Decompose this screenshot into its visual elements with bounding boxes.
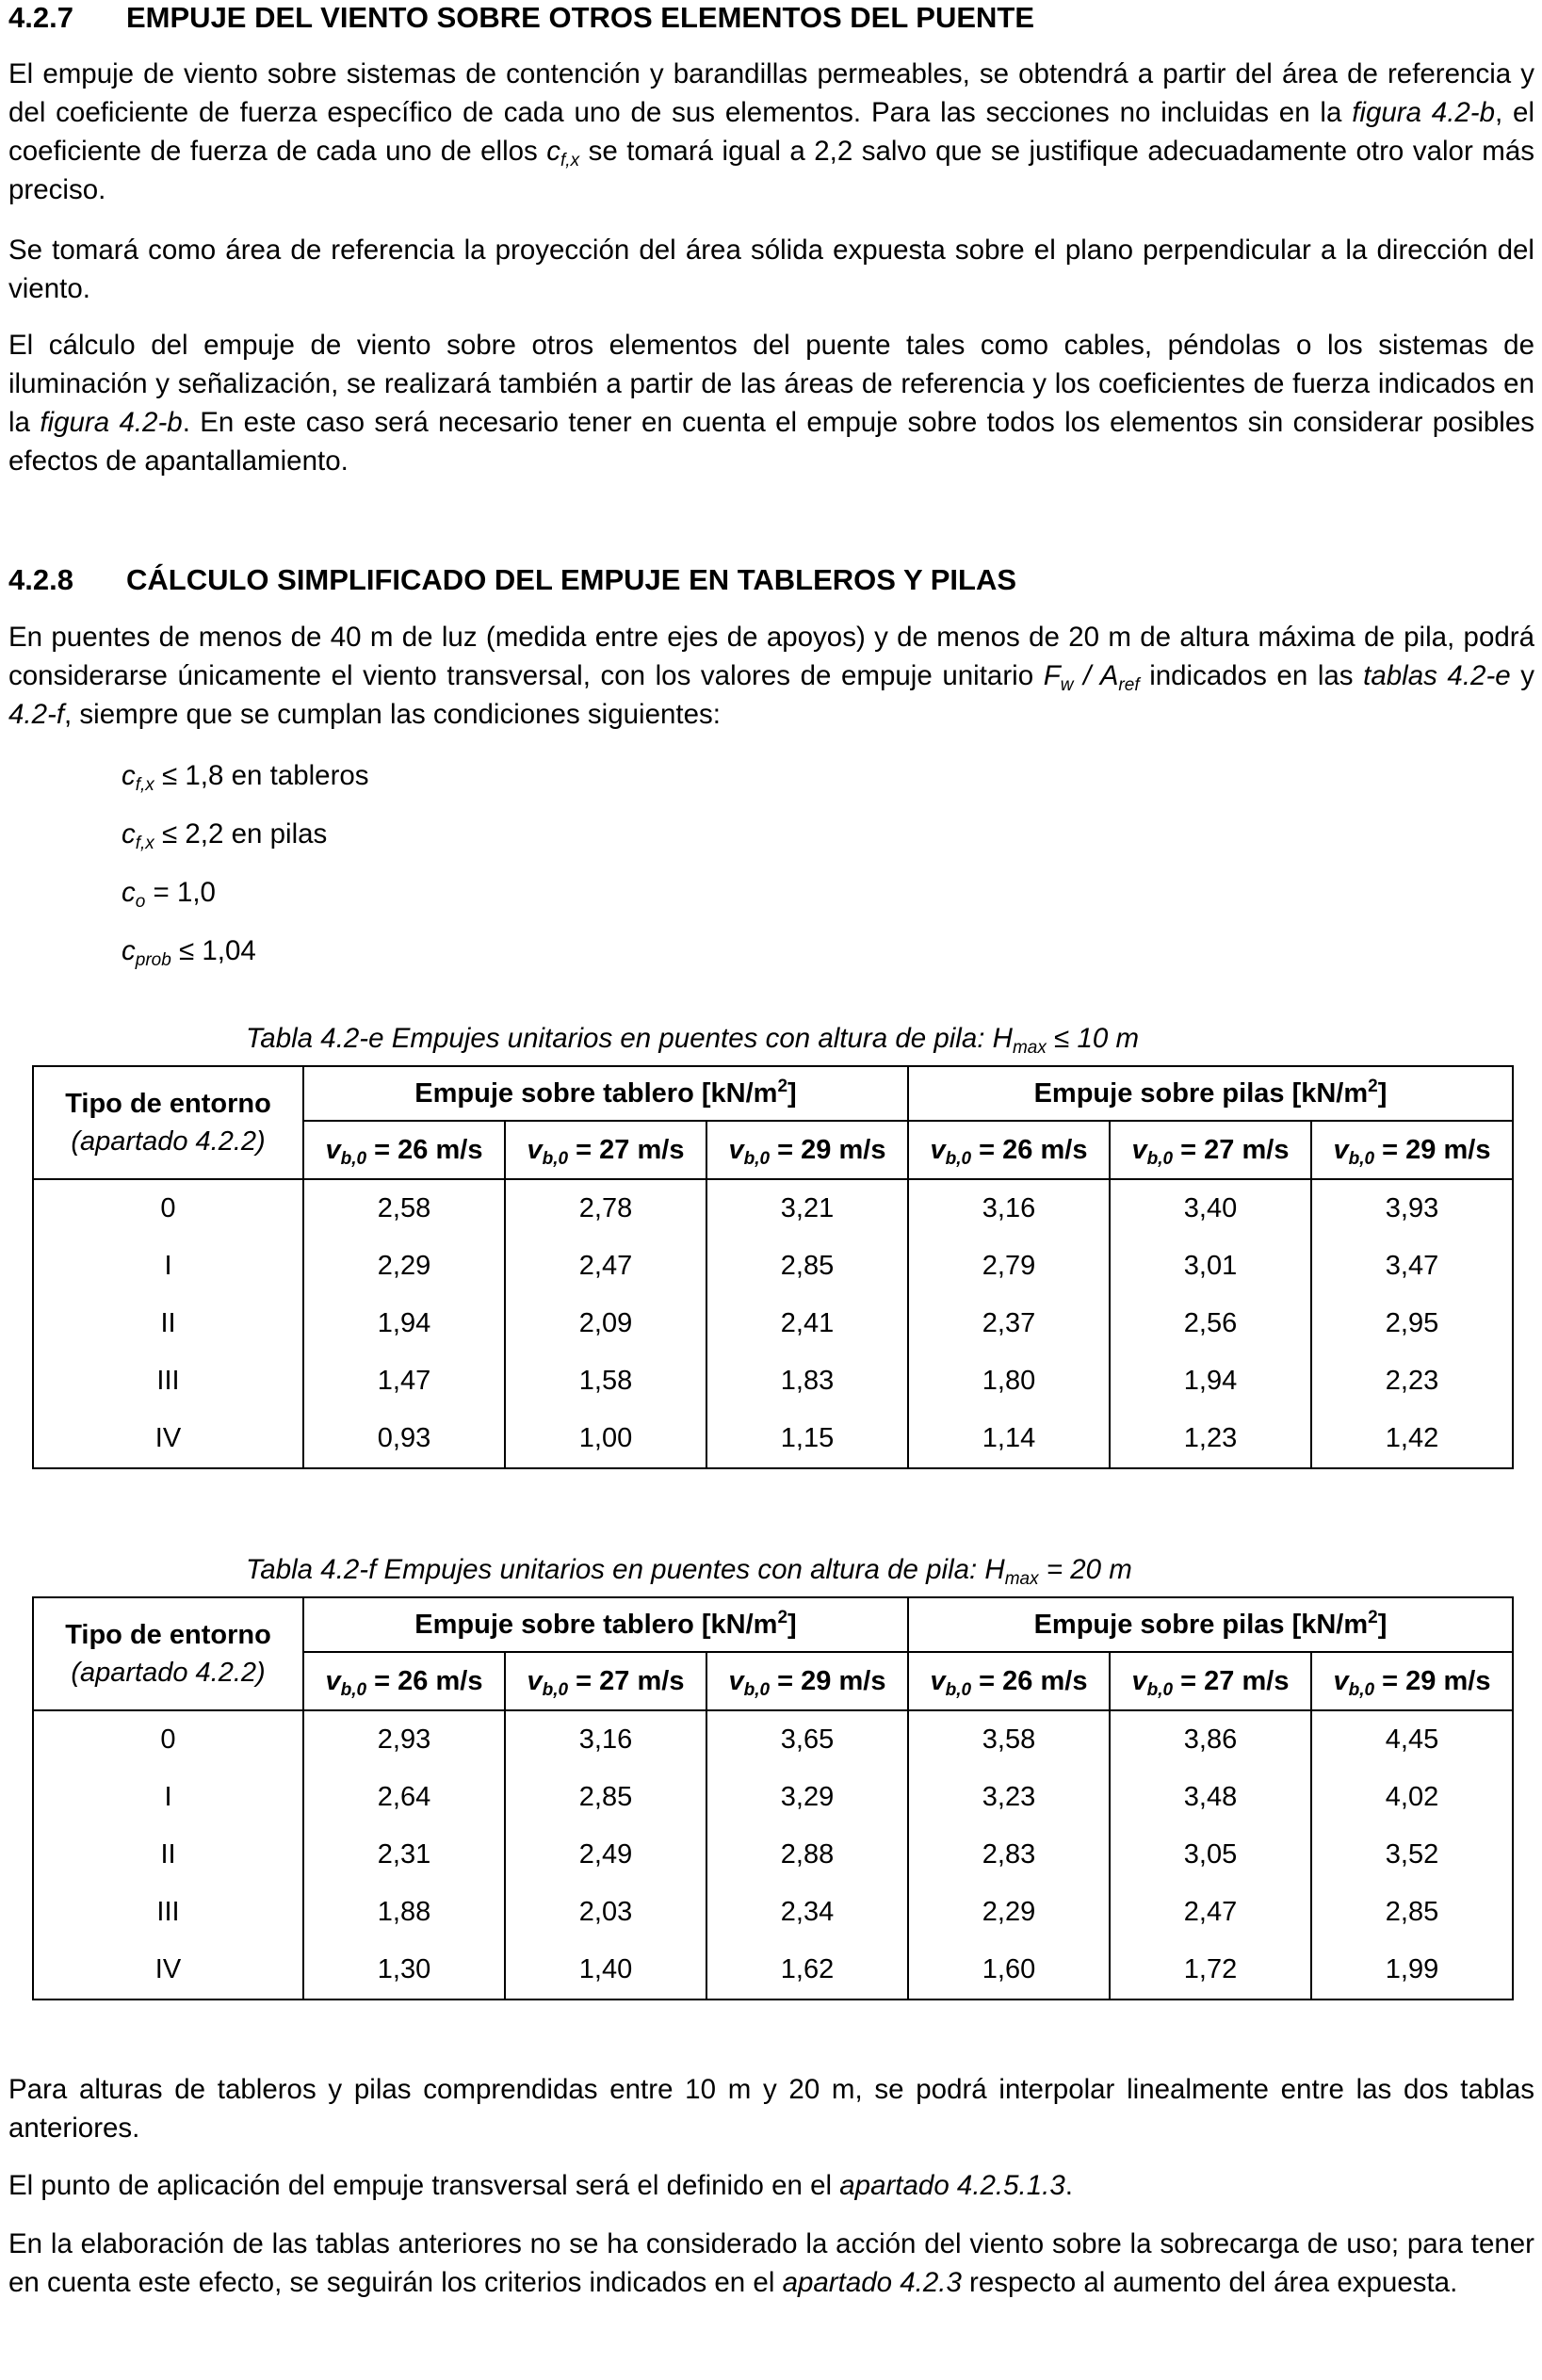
symbol: v <box>1333 1665 1349 1696</box>
value-cell: 2,85 <box>1311 1884 1513 1941</box>
condition-text: = 1,0 <box>145 877 216 908</box>
environment-cell: I <box>33 1769 303 1826</box>
table-4-2-f <box>32 1596 1514 2000</box>
header-text: Empuje sobre pilas [kN/m <box>1033 1609 1369 1640</box>
header-superscript: 2 <box>1368 1607 1378 1627</box>
symbol: F <box>1043 660 1061 691</box>
symbol-subscript: b,0 <box>340 1679 367 1700</box>
value-cell: 1,40 <box>505 1941 706 2000</box>
environment-cell: III <box>33 1352 303 1410</box>
value-cell: 1,60 <box>908 1941 1110 2000</box>
value-cell: 2,03 <box>505 1884 706 1941</box>
value-cell: 1,88 <box>303 1884 505 1941</box>
text-run: indicados en las <box>1139 660 1364 691</box>
text-run: , el coeficiente de fuerza de cada uno de ellos <box>8 97 1534 167</box>
speed-value: = 27 m/s <box>1173 1665 1290 1696</box>
paragraph-428-1 <box>8 618 1534 734</box>
value-cell: 0,93 <box>303 1410 505 1468</box>
condition-item <box>122 875 216 911</box>
header-subtext: (apartado 4.2.2) <box>71 1126 266 1157</box>
column-header-speed <box>505 1652 706 1710</box>
value-cell: 2,49 <box>505 1826 706 1884</box>
caption-text: Tabla 4.2-f Empujes unitarios en puentes con altura de pila: H <box>246 1554 1005 1585</box>
environment-cell: IV <box>33 1410 303 1468</box>
paragraph-427-2: Se tomará como área de referencia la proyección del área sólida expuesta sobre el plano perpendicular a la dirección del viento. <box>8 235 1534 304</box>
value-cell: 3,05 <box>1110 1826 1311 1884</box>
symbol-subscript: b,0 <box>945 1148 972 1169</box>
speed-value: = 26 m/s <box>971 1665 1088 1696</box>
speed-value: = 26 m/s <box>366 1665 483 1696</box>
value-cell: 3,16 <box>505 1710 706 1769</box>
symbol-subscript: b,0 <box>945 1679 972 1700</box>
header-text: Tipo de entorno <box>65 1620 271 1650</box>
table-caption <box>8 1552 1542 1588</box>
table-reference: 4.2-f <box>8 699 65 730</box>
text-run: El empuje de viento sobre sistemas de contención y barandillas permeables, se obtendrá a partir del área de referencia y del coeficiente de fuerza específico de cada uno de sus elementos. Para las secciones no incluidas en la <box>8 58 1534 128</box>
value-cell: 1,58 <box>505 1352 706 1410</box>
symbol-subscript: f,x <box>560 151 580 170</box>
symbol: v <box>527 1134 543 1165</box>
value-cell: 4,02 <box>1311 1769 1513 1826</box>
text-run: El punto de aplicación del empuje transversal será el definido en el <box>8 2170 840 2201</box>
value-cell: 1,00 <box>505 1410 706 1468</box>
column-header-speed <box>505 1121 706 1179</box>
header-text: Empuje sobre tablero [kN/m <box>414 1077 778 1109</box>
value-cell: 2,23 <box>1311 1352 1513 1410</box>
value-cell: 1,42 <box>1311 1410 1513 1468</box>
speed-value: = 29 m/s <box>1374 1134 1491 1165</box>
paragraph-after-1: Para alturas de tableros y pilas comprendidas entre 10 m y 20 m, se podrá interpolar linealmente entre las dos tablas anteriores. <box>8 2074 1534 2144</box>
table-caption <box>8 1021 1542 1057</box>
column-header-pile <box>908 1066 1513 1121</box>
column-header-speed <box>1311 1652 1513 1710</box>
value-cell: 2,95 <box>1311 1295 1513 1352</box>
environment-cell: 0 <box>33 1179 303 1238</box>
value-cell: 2,29 <box>303 1238 505 1295</box>
caption-text: Tabla 4.2-e Empujes unitarios en puentes con altura de pila: H <box>246 1023 1013 1054</box>
header-text: ] <box>787 1077 797 1109</box>
value-cell: 2,37 <box>908 1295 1110 1352</box>
value-cell: 2,93 <box>303 1710 505 1769</box>
caption-text: = 20 m <box>1038 1554 1132 1585</box>
paragraph-427-1 <box>8 55 1534 209</box>
symbol: v <box>527 1665 543 1696</box>
value-cell: 1,14 <box>908 1410 1110 1468</box>
section-number: 4.2.8 <box>8 563 73 596</box>
symbol: v <box>728 1665 744 1696</box>
figure-reference: figura 4.2-b <box>40 407 183 438</box>
speed-value: = 27 m/s <box>568 1134 685 1165</box>
symbol: v <box>728 1134 744 1165</box>
section-reference: apartado 4.2.3 <box>782 2267 962 2298</box>
symbol-subscript: b,0 <box>1146 1148 1174 1169</box>
value-cell: 2,58 <box>303 1179 505 1238</box>
header-superscript: 2 <box>777 1076 788 1096</box>
table-row <box>33 1710 1513 1769</box>
header-text: Tipo de entorno <box>65 1089 271 1119</box>
column-header-speed <box>1311 1121 1513 1179</box>
condition-item <box>122 758 369 794</box>
value-cell: 2,34 <box>706 1884 908 1941</box>
value-cell: 2,29 <box>908 1884 1110 1941</box>
value-cell: 2,64 <box>303 1769 505 1826</box>
symbol-subscript: b,0 <box>340 1148 367 1169</box>
column-header-pile <box>908 1597 1513 1652</box>
value-cell: 3,86 <box>1110 1710 1311 1769</box>
text-run: se tomará igual a 2,2 salvo que se justifique adecuadamente otro valor más preciso. <box>8 136 1534 205</box>
table-body <box>33 1710 1513 2000</box>
symbol-subscript: prob <box>135 950 171 970</box>
symbol: / A <box>1073 660 1119 691</box>
value-cell: 2,85 <box>706 1238 908 1295</box>
value-cell: 4,45 <box>1311 1710 1513 1769</box>
speed-value: = 29 m/s <box>770 1134 886 1165</box>
value-cell: 1,99 <box>1311 1941 1513 2000</box>
table-row <box>33 1941 1513 2000</box>
table-4-2-e <box>32 1065 1514 1469</box>
environment-cell: II <box>33 1295 303 1352</box>
column-header-speed <box>706 1121 908 1179</box>
environment-cell: I <box>33 1238 303 1295</box>
header-superscript: 2 <box>777 1607 788 1627</box>
environment-cell: 0 <box>33 1710 303 1769</box>
table-row <box>33 1179 1513 1238</box>
table-row <box>33 1884 1513 1941</box>
text-run: y <box>1510 660 1535 691</box>
symbol: v <box>1131 1134 1147 1165</box>
column-header-speed <box>303 1121 505 1179</box>
value-cell: 1,94 <box>303 1295 505 1352</box>
symbol-subscript: b,0 <box>1348 1148 1375 1169</box>
column-header-environment <box>33 1066 303 1179</box>
symbol: v <box>930 1665 946 1696</box>
symbol-subscript: b,0 <box>542 1679 569 1700</box>
table-body <box>33 1179 1513 1468</box>
symbol: c <box>122 935 136 966</box>
paragraph-after-2 <box>8 2166 1534 2205</box>
table-row <box>33 1826 1513 1884</box>
value-cell: 1,83 <box>706 1352 908 1410</box>
text-run: respecto al aumento del área expuesta. <box>961 2267 1458 2298</box>
symbol: v <box>930 1134 946 1165</box>
table-row <box>33 1410 1513 1468</box>
environment-cell: III <box>33 1884 303 1941</box>
column-header-speed <box>908 1121 1110 1179</box>
column-header-deck <box>303 1066 908 1121</box>
symbol: c <box>122 760 136 791</box>
value-cell: 3,16 <box>908 1179 1110 1238</box>
speed-value: = 29 m/s <box>1374 1665 1491 1696</box>
value-cell: 2,85 <box>505 1769 706 1826</box>
condition-item <box>122 817 327 852</box>
symbol-subscript: b,0 <box>1348 1679 1375 1700</box>
column-header-deck <box>303 1597 908 1652</box>
value-cell: 3,23 <box>908 1769 1110 1826</box>
symbol: v <box>1131 1665 1147 1696</box>
speed-value: = 26 m/s <box>366 1134 483 1165</box>
condition-text: ≤ 1,8 en tableros <box>154 760 369 791</box>
text-run: . En este caso será necesario tener en cuenta el empuje sobre todos los elementos sin considerar posibles efectos de apantallamiento. <box>8 407 1534 477</box>
header-subtext: (apartado 4.2.2) <box>71 1658 266 1688</box>
value-cell: 2,47 <box>505 1238 706 1295</box>
value-cell: 3,21 <box>706 1179 908 1238</box>
value-cell: 3,40 <box>1110 1179 1311 1238</box>
table-row <box>33 1295 1513 1352</box>
text-run: , siempre que se cumplan las condiciones siguientes: <box>64 699 721 730</box>
table-row <box>33 1352 1513 1410</box>
section-heading-428 <box>8 562 1016 598</box>
symbol: v <box>325 1134 341 1165</box>
paragraph-427-3 <box>8 326 1534 480</box>
value-cell: 2,09 <box>505 1295 706 1352</box>
symbol-subscript: b,0 <box>542 1148 569 1169</box>
value-cell: 2,41 <box>706 1295 908 1352</box>
value-cell: 2,83 <box>908 1826 1110 1884</box>
column-header-environment <box>33 1597 303 1710</box>
value-cell: 2,47 <box>1110 1884 1311 1941</box>
column-header-speed <box>1110 1652 1311 1710</box>
symbol: v <box>325 1665 341 1696</box>
header-text: ] <box>1377 1609 1388 1640</box>
value-cell: 3,47 <box>1311 1238 1513 1295</box>
value-cell: 2,78 <box>505 1179 706 1238</box>
column-header-speed <box>706 1652 908 1710</box>
symbol: c <box>546 136 561 167</box>
environment-cell: IV <box>33 1941 303 2000</box>
value-cell: 3,52 <box>1311 1826 1513 1884</box>
condition-text: ≤ 2,2 en pilas <box>154 818 328 850</box>
symbol-subscript: w <box>1060 675 1074 695</box>
value-cell: 1,72 <box>1110 1941 1311 2000</box>
value-cell: 1,94 <box>1110 1352 1311 1410</box>
speed-value: = 29 m/s <box>770 1665 886 1696</box>
value-cell: 3,48 <box>1110 1769 1311 1826</box>
value-cell: 3,93 <box>1311 1179 1513 1238</box>
symbol: v <box>1333 1134 1349 1165</box>
column-header-speed <box>303 1652 505 1710</box>
symbol-subscript: f,x <box>135 775 154 795</box>
symbol: c <box>122 877 136 908</box>
condition-text: ≤ 1,04 <box>170 935 256 966</box>
value-cell: 2,79 <box>908 1238 1110 1295</box>
text-run: . <box>1064 2170 1073 2201</box>
section-title: EMPUJE DEL VIENTO SOBRE OTROS ELEMENTOS DEL PUENTE <box>126 1 1035 34</box>
value-cell: 2,31 <box>303 1826 505 1884</box>
caption-subscript: max <box>1012 1038 1047 1058</box>
header-text: ] <box>1377 1077 1388 1109</box>
value-cell: 1,80 <box>908 1352 1110 1410</box>
header-text: Empuje sobre pilas [kN/m <box>1033 1077 1369 1109</box>
value-cell: 3,01 <box>1110 1238 1311 1295</box>
value-cell: 1,47 <box>303 1352 505 1410</box>
column-header-speed <box>1110 1121 1311 1179</box>
caption-subscript: max <box>1004 1569 1039 1589</box>
symbol-subscript: b,0 <box>1146 1679 1174 1700</box>
section-title: CÁLCULO SIMPLIFICADO DEL EMPUJE EN TABLEROS Y PILAS <box>126 563 1017 596</box>
header-text: ] <box>787 1609 797 1640</box>
value-cell: 3,29 <box>706 1769 908 1826</box>
section-heading-427 <box>8 0 1034 36</box>
condition-item <box>122 933 256 969</box>
symbol-subscript: b,0 <box>743 1679 771 1700</box>
value-cell: 1,15 <box>706 1410 908 1468</box>
symbol: c <box>122 818 136 850</box>
speed-value: = 27 m/s <box>568 1665 685 1696</box>
table-reference: tablas 4.2-e <box>1363 660 1511 691</box>
value-cell: 1,62 <box>706 1941 908 2000</box>
speed-value: = 26 m/s <box>971 1134 1088 1165</box>
value-cell: 3,65 <box>706 1710 908 1769</box>
value-cell: 1,23 <box>1110 1410 1311 1468</box>
caption-text: ≤ 10 m <box>1046 1023 1140 1054</box>
section-number: 4.2.7 <box>8 1 73 34</box>
header-superscript: 2 <box>1368 1076 1378 1096</box>
paragraph-after-3 <box>8 2225 1534 2302</box>
section-reference: apartado 4.2.5.1.3 <box>839 2170 1065 2201</box>
column-header-speed <box>908 1652 1110 1710</box>
speed-value: = 27 m/s <box>1173 1134 1290 1165</box>
symbol-subscript: o <box>135 892 146 912</box>
value-cell: 3,58 <box>908 1710 1110 1769</box>
table-row <box>33 1769 1513 1826</box>
value-cell: 1,30 <box>303 1941 505 2000</box>
symbol-subscript: f,x <box>135 834 154 853</box>
environment-cell: II <box>33 1826 303 1884</box>
text-run: El cálculo del empuje de viento sobre otros elementos del puente tales como cables, péndolas o los sistemas de iluminación y señalización, se realizará también a partir de las áreas de referencia y los coeficientes de fuerza indicados en la <box>8 330 1534 438</box>
text-run: En puentes de menos de 40 m de luz (medida entre ejes de apoyos) y de menos de 20 m de altura máxima de pila, podrá considerarse únicamente el viento transversal, con los valores de empuje unitario <box>8 622 1534 691</box>
symbol-subscript: b,0 <box>743 1148 771 1169</box>
table-row <box>33 1238 1513 1295</box>
value-cell: 2,88 <box>706 1826 908 1884</box>
header-text: Empuje sobre tablero [kN/m <box>414 1609 778 1640</box>
figure-reference: figura 4.2-b <box>1352 97 1496 128</box>
value-cell: 2,56 <box>1110 1295 1311 1352</box>
text-run: En la elaboración de las tablas anteriores no se ha considerado la acción del viento sobre la sobrecarga de uso; para tener en cuenta este efecto, se seguirán los criterios indicados en el <box>8 2228 1534 2298</box>
symbol-subscript: ref <box>1118 675 1140 695</box>
